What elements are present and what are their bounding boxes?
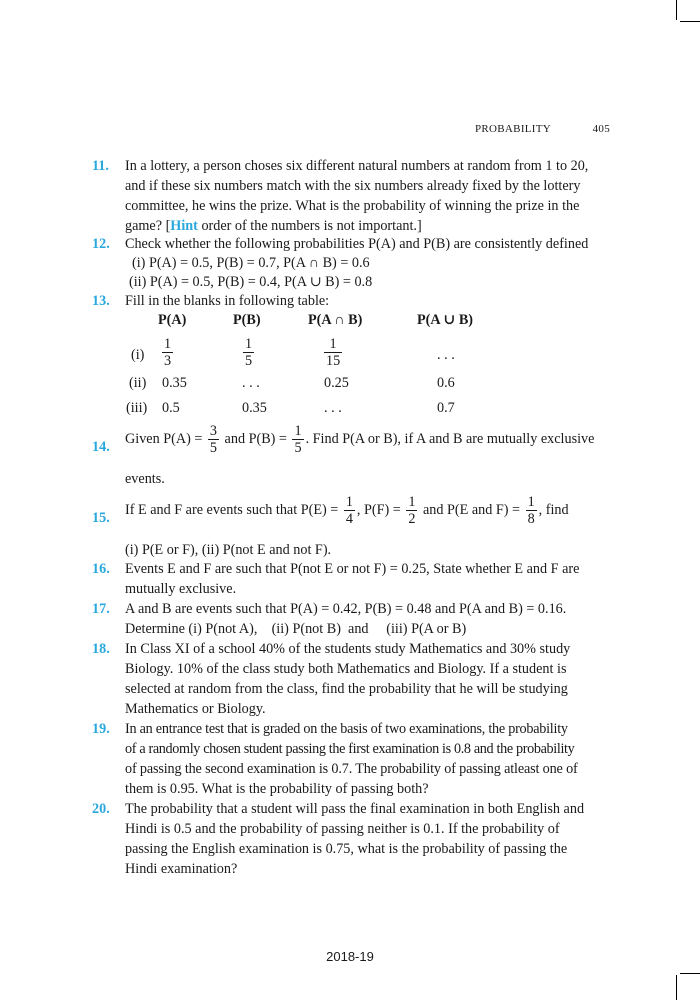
crop-mark bbox=[680, 973, 700, 974]
question-text bbox=[125, 639, 609, 719]
question-number: 15. bbox=[92, 510, 110, 526]
question-text bbox=[125, 719, 609, 799]
fraction bbox=[243, 336, 254, 369]
fraction bbox=[292, 423, 303, 456]
text-line: In an entrance test that is graded on the basis of two examinations, the probability bbox=[125, 721, 568, 737]
text-line: The probability that a student will pass the final examination in both English and bbox=[125, 801, 585, 817]
question-text bbox=[125, 291, 609, 311]
denominator: 5 bbox=[294, 440, 302, 456]
numerator: 1 bbox=[527, 494, 535, 510]
text-line: (i) P(E or F), (ii) P(not E and not F). bbox=[125, 542, 332, 558]
question-number: 19. bbox=[92, 721, 110, 737]
text-part: If E and F are events such that P(E) = bbox=[125, 501, 342, 518]
cell-aub: . . . bbox=[437, 347, 455, 363]
text-line: of passing the second examination is 0.7. The probability of passing atleast one of bbox=[125, 761, 578, 777]
question-number: 18. bbox=[92, 641, 110, 657]
cell-a: 0.5 bbox=[162, 400, 180, 416]
crop-mark bbox=[676, 0, 677, 20]
col-header-pab: P(A ∩ B) bbox=[308, 312, 363, 328]
crop-mark bbox=[680, 21, 700, 22]
cell-b: . . . bbox=[242, 375, 260, 391]
question-number: 17. bbox=[92, 601, 110, 617]
numerator: 3 bbox=[209, 423, 217, 439]
question-number: 16. bbox=[92, 561, 110, 577]
text-line: events. bbox=[125, 471, 165, 487]
page-number: 405 bbox=[592, 123, 610, 135]
text-line: In a lottery, a person choses six different natural numbers at random from 1 to 20, bbox=[125, 158, 589, 174]
question-number: 12. bbox=[92, 236, 110, 252]
question-number: 20. bbox=[92, 801, 110, 817]
footer-year: 2018-19 bbox=[326, 949, 374, 964]
question-number: 11. bbox=[92, 158, 109, 174]
text-line bbox=[125, 494, 609, 527]
numerator: 1 bbox=[245, 336, 253, 352]
row-label: (ii) bbox=[129, 375, 147, 391]
section-title: PROBABILITY bbox=[475, 123, 552, 135]
text-line: In Class XI of a school 40% of the students study Mathematics and 30% study bbox=[125, 641, 571, 657]
numerator: 1 bbox=[294, 423, 302, 439]
denominator: 8 bbox=[527, 511, 535, 527]
text-part: . Find P(A or B), if A and B are mutually exclusive bbox=[305, 430, 595, 447]
numerator: 1 bbox=[408, 494, 416, 510]
text-part: and P(E and F) = bbox=[419, 501, 524, 518]
sub-item-ii: (ii) P(A) = 0.5, P(B) = 0.4, P(A ∪ B) = 0.8 bbox=[129, 274, 373, 290]
text-line: Biology. 10% of the class study both Mathematics and Biology. If a student is bbox=[125, 661, 567, 677]
text-line: Check whether the following probabilities P(A) and P(B) are consistently defined bbox=[125, 236, 589, 252]
row-label: (i) bbox=[131, 347, 145, 363]
text-line: passing the English examination is 0.75, what is the probability of passing the bbox=[125, 841, 568, 857]
question-text bbox=[125, 423, 609, 456]
text-line: Hindi examination? bbox=[125, 861, 238, 877]
text-part: order of the numbers is not important.] bbox=[197, 218, 422, 234]
question-text bbox=[125, 156, 609, 236]
text-part: Given P(A) = bbox=[125, 430, 206, 447]
crop-mark bbox=[676, 975, 677, 1000]
text-line: committee, he wins the prize. What is the probability of winning the prize in the bbox=[125, 198, 580, 214]
hint-label: Hint bbox=[170, 218, 198, 234]
cell-aub: 0.6 bbox=[437, 375, 455, 391]
question-text bbox=[125, 234, 609, 254]
text-line: them is 0.95. What is the probability of passing both? bbox=[125, 781, 429, 797]
cell-ab: . . . bbox=[324, 400, 342, 416]
cell-b: 0.35 bbox=[242, 400, 267, 416]
question-text bbox=[125, 559, 609, 599]
question-text bbox=[125, 799, 609, 879]
text-line: Determine (i) P(not A), (ii) P(not B) and (iii) P(A or B) bbox=[125, 621, 467, 637]
fraction bbox=[406, 494, 417, 527]
denominator: 5 bbox=[209, 440, 217, 456]
col-header-pa: P(A) bbox=[158, 312, 187, 328]
col-header-pb: P(B) bbox=[233, 312, 261, 328]
text-line: mutually exclusive. bbox=[125, 581, 237, 597]
text-part: game? [ bbox=[125, 218, 171, 234]
text-part: , find bbox=[538, 501, 569, 518]
fraction bbox=[526, 494, 537, 527]
text-line: A and B are events such that P(A) = 0.42, P(B) = 0.48 and P(A and B) = 0.16. bbox=[125, 601, 567, 617]
fraction bbox=[344, 494, 355, 527]
question-number: 14. bbox=[92, 439, 110, 455]
denominator: 15 bbox=[326, 353, 341, 369]
text-part: and P(B) = bbox=[221, 430, 291, 447]
text-line: and if these six numbers match with the six numbers already fixed by the lottery bbox=[125, 178, 581, 194]
denominator: 2 bbox=[408, 511, 416, 527]
cell-a: 0.35 bbox=[162, 375, 187, 391]
denominator: 3 bbox=[164, 353, 172, 369]
fraction bbox=[324, 336, 342, 369]
question-number: 13. bbox=[92, 293, 110, 309]
text-line: Mathematics or Biology. bbox=[125, 701, 266, 717]
denominator: 5 bbox=[245, 353, 253, 369]
text-line bbox=[125, 423, 609, 456]
numerator: 1 bbox=[164, 336, 172, 352]
row-label: (iii) bbox=[126, 400, 148, 416]
text-line: selected at random from the class, find the probability that he will be studying bbox=[125, 681, 568, 697]
cell-aub: 0.7 bbox=[437, 400, 455, 416]
denominator: 4 bbox=[345, 511, 353, 527]
question-text bbox=[125, 494, 609, 527]
question-text bbox=[125, 599, 609, 639]
text-line: Hindi is 0.5 and the probability of passing neither is 0.1. If the probability of bbox=[125, 821, 560, 837]
fraction bbox=[208, 423, 219, 456]
col-header-paub: P(A ∪ B) bbox=[417, 312, 474, 328]
text-line: Events E and F are such that P(not E or not F) = 0.25, State whether E and F are bbox=[125, 561, 580, 577]
text-line bbox=[125, 216, 609, 236]
cell-ab: 0.25 bbox=[324, 375, 349, 391]
fraction bbox=[162, 336, 173, 369]
numerator: 1 bbox=[345, 494, 353, 510]
text-line: of a randomly chosen student passing the first examination is 0.8 and the probability bbox=[125, 741, 575, 757]
text-line: Fill in the blanks in following table: bbox=[125, 293, 330, 309]
numerator: 1 bbox=[324, 336, 342, 353]
text-part: , P(F) = bbox=[356, 501, 405, 518]
sub-item-i: (i) P(A) = 0.5, P(B) = 0.7, P(A ∩ B) = 0.6 bbox=[132, 255, 370, 271]
